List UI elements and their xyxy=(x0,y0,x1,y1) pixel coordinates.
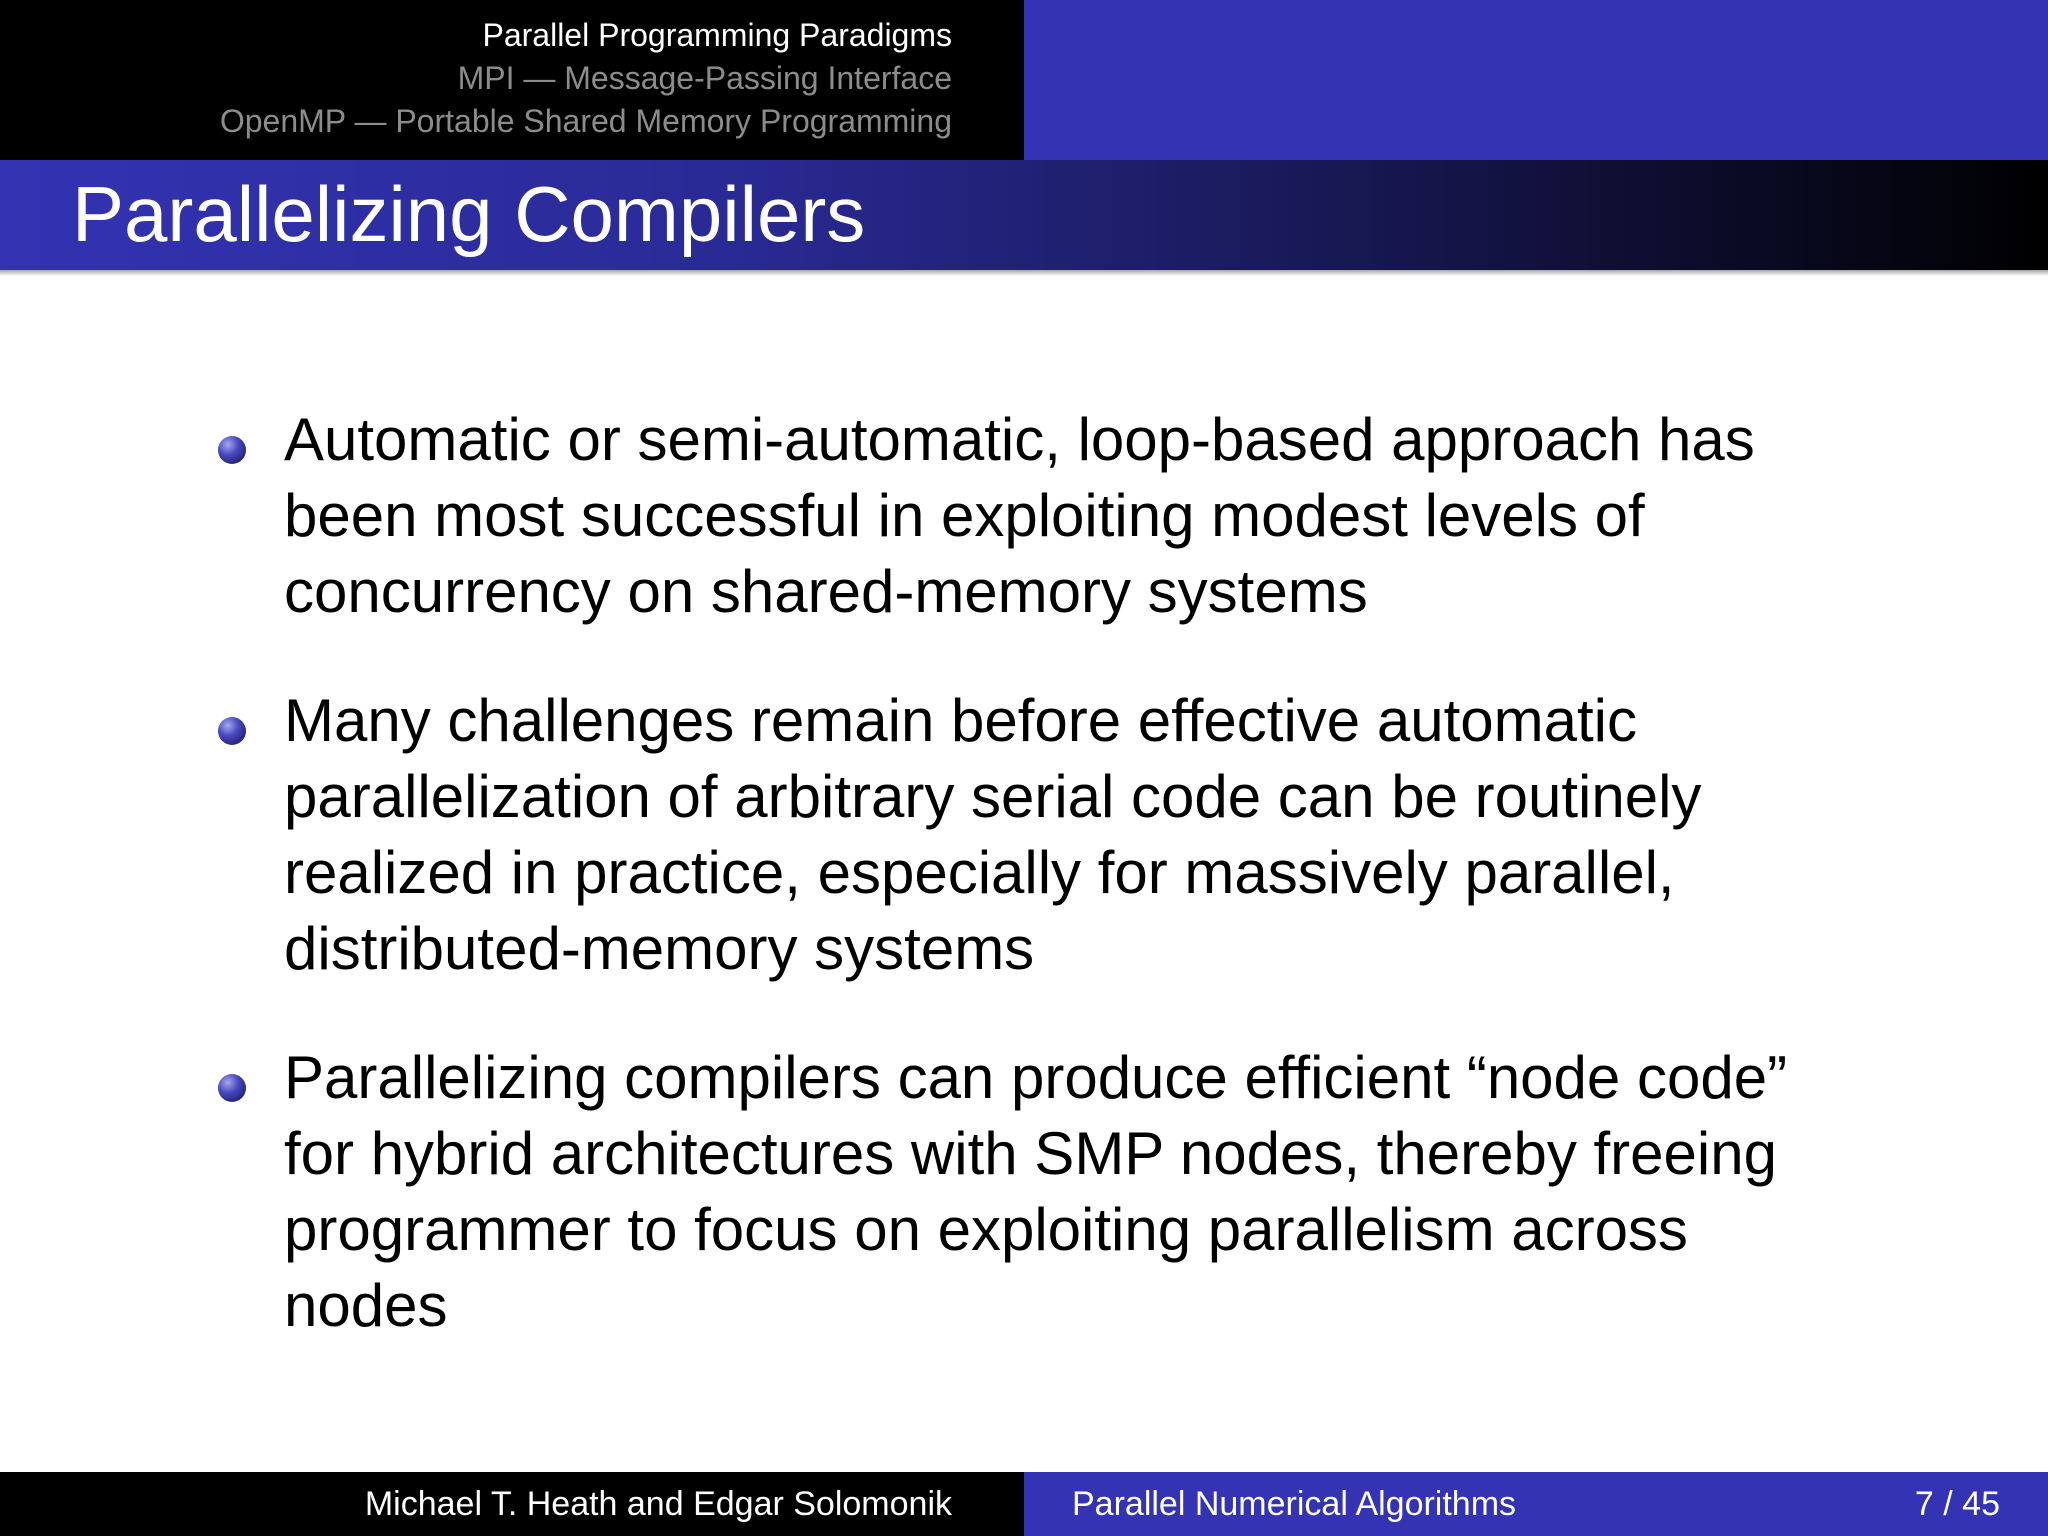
bullet-text: Many challenges remain before effective automatic parallelization of arbitrary serial code can be routinely realized in practice, especially for massively parallel, distributed-memory systems xyxy=(284,687,1702,982)
bullet-text: Parallelizing compilers can produce efficient “node code” for hybrid architectures with SMP nodes, thereby freeing programmer to focus on exploiting parallelism across nodes xyxy=(284,1044,1788,1339)
list-item xyxy=(218,683,1858,987)
bullet-text: Automatic or semi-automatic, loop-based approach has been most successful in exploiting modest levels of concurrency on shared-memory systems xyxy=(284,406,1755,625)
footer-authors: Michael T. Heath and Edgar Solomonik xyxy=(364,1485,952,1523)
section-navigation xyxy=(220,14,952,143)
title-bar-shadow xyxy=(0,270,2048,276)
bullet-list xyxy=(218,402,1858,1397)
footer-page-number: 7 / 45 xyxy=(1914,1485,2000,1523)
footer-right xyxy=(1024,1472,2048,1536)
bullet-ball-icon xyxy=(218,1074,246,1102)
nav-section-parallel-programming-paradigms[interactable]: Parallel Programming Paradigms xyxy=(482,17,952,53)
header-nav-left xyxy=(0,0,1024,160)
header-nav-right xyxy=(1024,0,2048,160)
list-item xyxy=(218,402,1858,630)
frame-title: Parallelizing Compilers xyxy=(72,170,866,258)
nav-section-openmp[interactable]: OpenMP — Portable Shared Memory Programming xyxy=(219,103,952,139)
footer-left xyxy=(0,1472,1024,1536)
bullet-ball-icon xyxy=(218,436,246,464)
bullet-ball-icon xyxy=(218,717,246,745)
footer-title: Parallel Numerical Algorithms xyxy=(1072,1485,1517,1523)
list-item xyxy=(218,1040,1858,1344)
nav-section-mpi[interactable]: MPI — Message-Passing Interface xyxy=(457,60,952,96)
